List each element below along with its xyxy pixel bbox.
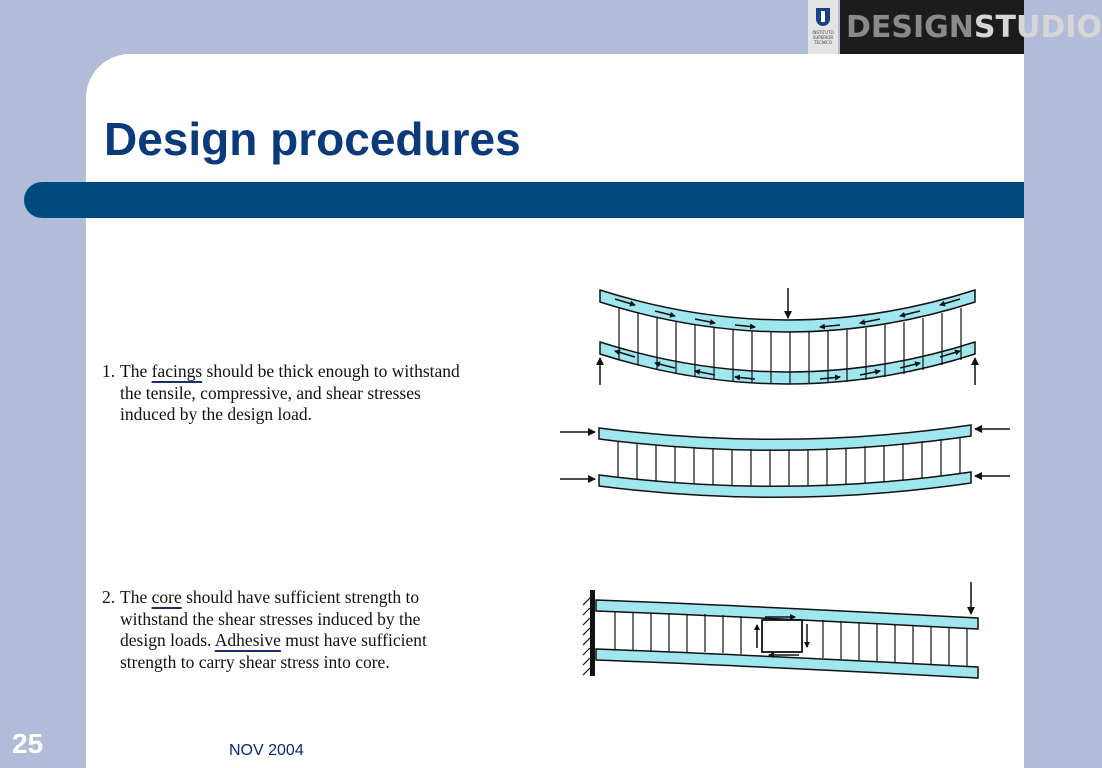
item-line: the tensile, compressive, and shear stresses <box>120 382 421 403</box>
text-run: must have sufficient <box>280 630 427 650</box>
shield-icon <box>816 8 830 26</box>
text-run: The <box>120 361 152 381</box>
text-run: design loads. <box>120 630 215 650</box>
institution-emblem <box>808 0 838 54</box>
title-underline-bar <box>24 182 1024 218</box>
underlined-term-facings: facings <box>151 361 203 381</box>
logo-word-studio: STUDIO <box>973 9 1102 45</box>
slide-title: Design procedures <box>104 113 521 165</box>
item-line <box>102 587 427 609</box>
logo-word-design: DESIGN <box>846 9 974 45</box>
wall-hatching <box>583 598 590 675</box>
bottom-facing <box>596 649 978 678</box>
top-facing <box>599 425 971 450</box>
item-number: 2. <box>102 587 116 607</box>
procedure-item-2 <box>102 587 427 673</box>
item-line: withstand the shear stresses induced by the <box>120 608 421 629</box>
bottom-facing <box>599 472 971 497</box>
sandwich-beam-figure <box>555 280 1010 690</box>
top-facing <box>596 600 978 629</box>
fixed-wall <box>590 590 595 676</box>
emblem-caption: INSTITUTO SUPERIOR TECNICO <box>812 30 834 45</box>
underlined-term-core: core <box>151 587 182 607</box>
item-line: induced by the design load. <box>120 404 312 424</box>
text-run: The <box>120 587 152 607</box>
beam-compression-diagram <box>560 425 1010 497</box>
item-line <box>102 361 460 383</box>
procedure-item-1 <box>102 361 460 426</box>
underlined-term-adhesive: Adhesive <box>214 630 281 650</box>
shear-arrows <box>757 617 807 655</box>
footer-date: NOV 2004 <box>229 742 304 759</box>
beam-bending-diagram <box>600 288 975 385</box>
beam-cantilever-diagram <box>583 582 978 678</box>
text-run: should be thick enough to withstand <box>202 361 460 381</box>
designstudio-logo <box>808 0 1102 54</box>
logo-wordmark <box>840 0 1102 54</box>
slide-number: 25 <box>12 728 44 759</box>
item-line <box>102 630 427 652</box>
item-number: 1. <box>102 361 116 381</box>
shear-element <box>762 620 802 652</box>
item-line: strength to carry shear stress into core. <box>120 651 390 672</box>
text-run: should have sufficient strength to <box>181 587 420 607</box>
